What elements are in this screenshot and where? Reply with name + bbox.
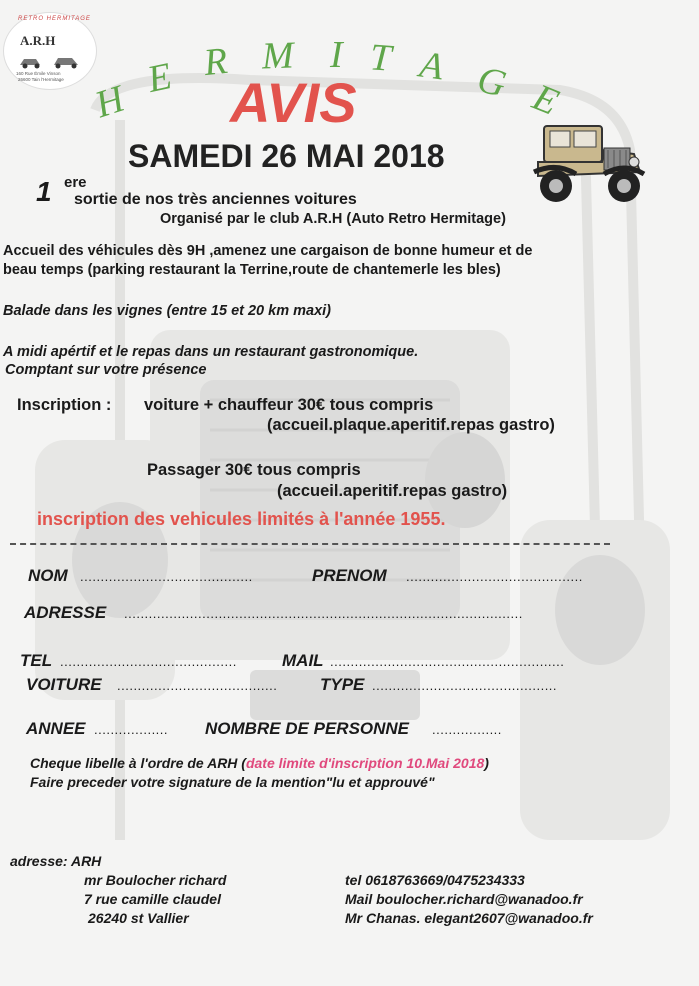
logo-cars-icon <box>18 53 82 69</box>
tel-field[interactable]: ........................................... <box>60 654 237 669</box>
inscription-value: voiture + chauffeur 30€ tous compris <box>144 396 434 414</box>
signature-line: Faire preceder votre signature de la mention"lu et approuvé" <box>30 774 435 790</box>
deadline-text: date limite d'inscription 10.Mai 2018 <box>245 755 485 771</box>
cheque-close: ) <box>484 755 489 771</box>
intro-line: sortie de nos très anciennes voitures <box>74 191 357 208</box>
logo-address-2: 26600 Tain l'Hermitage <box>18 77 64 82</box>
adresse-field[interactable]: ................................................................................................. <box>124 606 523 621</box>
cut-separator <box>10 543 610 545</box>
footer-street: 7 rue camille claudel <box>84 891 221 907</box>
cheque-line <box>30 755 489 771</box>
balade-line: Balade dans les vignes (entre 15 et 20 km maxi) <box>3 303 332 319</box>
mail-label: MAIL <box>282 651 324 670</box>
tel-label: TEL <box>20 651 53 670</box>
hermitage-letter: M <box>261 34 295 78</box>
hermitage-letter: E <box>526 76 565 124</box>
nom-field[interactable]: .......................................... <box>80 569 253 584</box>
hermitage-letter: I <box>330 34 343 76</box>
voiture-field[interactable]: ....................................... <box>117 678 278 693</box>
footer-city: 26240 st Vallier <box>88 910 189 926</box>
annee-label: ANNEE <box>26 719 86 738</box>
voiture-label: VOITURE <box>26 675 102 694</box>
nom-label: NOM <box>28 566 68 585</box>
footer-mail-1[interactable]: Mail boulocher.richard@wanadoo.fr <box>345 891 583 907</box>
type-field[interactable]: ............................................. <box>372 678 558 693</box>
footer-tel: tel 0618763669/0475234333 <box>345 872 525 888</box>
prenom-label: PRENOM <box>312 566 387 585</box>
nombre-field[interactable]: ................. <box>432 722 502 737</box>
first-superscript: ere <box>64 174 87 191</box>
comptant-line: Comptant sur votre présence <box>5 362 207 378</box>
passenger-detail: (accueil.aperitif.repas gastro) <box>277 482 508 500</box>
welcome-line-1: Accueil des véhicules dès 9H ,amenez une cargaison de bonne humeur et de <box>3 243 533 259</box>
mail-field[interactable]: ......................................................... <box>330 654 565 669</box>
hermitage-letter: G <box>473 58 511 106</box>
type-label: TYPE <box>320 675 365 694</box>
inscription-detail: (accueil.plaque.aperitif.repas gastro) <box>267 416 555 434</box>
inscription-label: Inscription : <box>17 396 112 414</box>
hermitage-letter: A <box>417 43 447 89</box>
logo-address-1: 160 Rue Émile Vinson <box>16 71 61 76</box>
footer-mail-2[interactable]: Mr Chanas. elegant2607@wanadoo.fr <box>345 910 593 926</box>
passenger-price: Passager 30€ tous compris <box>147 461 361 479</box>
vintage-car-image <box>530 122 648 210</box>
organizer-line: Organisé par le club A.R.H (Auto Retro Hermitage) <box>160 211 506 227</box>
logo-name: A.R.H <box>20 33 56 48</box>
nombre-label: NOMBRE DE PERSONNE <box>205 719 410 738</box>
welcome-line-2: beau temps (parking restaurant la Terrine,route de chantemerle les bles) <box>3 262 501 278</box>
hermitage-letter: R <box>201 39 230 85</box>
first-number: 1 <box>36 176 52 207</box>
midi-line: A midi apértif et le repas dans un restaurant gastronomique. <box>3 344 419 360</box>
hermitage-letter: E <box>143 55 176 101</box>
club-logo <box>3 12 97 90</box>
hermitage-letter: H <box>90 77 130 127</box>
event-date: SAMEDI 26 MAI 2018 <box>128 138 445 174</box>
prenom-field[interactable]: ........................................... <box>406 569 583 584</box>
logo-ring-text: RETRO HERMITAGE <box>18 16 91 22</box>
cheque-text: Cheque libelle à l'ordre de ARH ( <box>30 755 246 771</box>
avis-title: AVIS <box>230 71 357 134</box>
hermitage-letter: T <box>368 36 393 80</box>
footer-contact-name: mr Boulocher richard <box>84 872 227 888</box>
adresse-label: ADRESSE <box>24 603 107 622</box>
annee-field[interactable]: .................. <box>94 722 169 737</box>
limit-notice: inscription des vehicules limités à l'année 1955. <box>37 509 446 529</box>
footer-address-label: adresse: ARH <box>10 853 102 869</box>
